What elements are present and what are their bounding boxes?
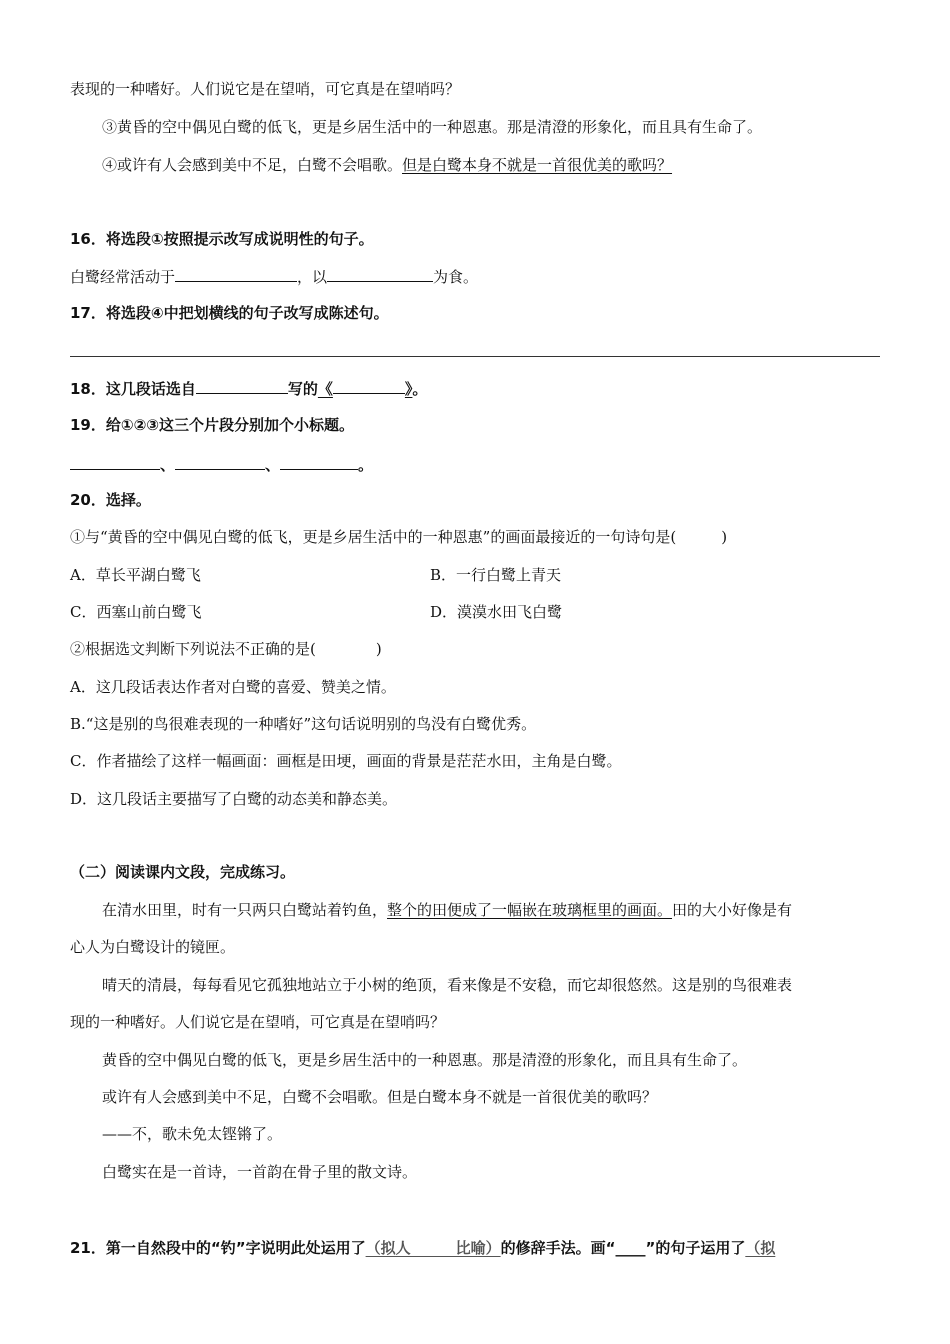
answer-blank[interactable]: [175, 266, 297, 282]
answer-blank[interactable]: [175, 454, 265, 470]
question-16-answer: 白鹭经常活动于 ，以 为食。: [70, 268, 479, 286]
option-a[interactable]: A．这几段话表达作者对白鹭的喜爱、赞美之情。: [70, 678, 396, 696]
answer-blank[interactable]: [333, 378, 405, 394]
answer-blank[interactable]: [280, 454, 358, 470]
passage-paragraph-4: 或许有人会感到美中不足，白鹭不会唱歌。但是白鹭本身不就是一首很优美的歌吗？: [102, 1088, 658, 1106]
option-b[interactable]: B．一行白鹭上青天: [430, 566, 562, 584]
option-d[interactable]: D．这几段话主要描写了白鹭的动态美和静态美。: [70, 790, 398, 808]
section-2-title: （二）阅读课内文段，完成练习。: [70, 863, 296, 881]
question-17-title: 17．将选段④中把划横线的句子改写成陈述句。: [70, 304, 389, 322]
passage-paragraph-4: ④或许有人会感到美中不足，白鹭不会唱歌。但是白鹭本身不就是一首很优美的歌吗？: [102, 156, 673, 174]
passage-paragraph-2: 晴天的清晨，每每看见它孤独地站立于小树的绝顶，看来像是不安稳，而它却很悠然。这是别的鸟很难表: [102, 976, 793, 994]
question-20-sub-2: ②根据选文判断下列说法不正确的是( ): [70, 640, 382, 658]
option-d[interactable]: D．漠漠水田飞白鹭: [430, 603, 563, 621]
underlined-sentence: 整个的田便成了一幅嵌在玻璃框里的画面。: [387, 901, 673, 919]
option-c[interactable]: C．作者描绘了这样一幅画面：画框是田埂，画面的背景是茫茫水田，主角是白鹭。: [70, 752, 622, 770]
passage-paragraph-3: 黄昏的空中偶见白鹭的低飞，更是乡居生活中的一种恩惠。那是清澄的形象化，而且具有生命了。: [102, 1051, 748, 1069]
answer-line[interactable]: [70, 356, 880, 357]
option-c[interactable]: C．西塞山前白鹭飞: [70, 603, 202, 621]
answer-blank[interactable]: [70, 454, 160, 470]
option-b[interactable]: B.“这是别的鸟很难表现的一种嗜好”这句话说明别的鸟没有白鹭优秀。: [70, 715, 537, 733]
passage-paragraph-1: 在清水田里，时有一只两只白鹭站着钓鱼，整个的田便成了一幅嵌在玻璃框里的画面。田的大小好像是有: [102, 901, 793, 919]
passage-paragraph-6: 白鹭实在是一首诗，一首韵在骨子里的散文诗。: [102, 1163, 418, 1181]
choice-underlined[interactable]: （拟人 比喻）: [365, 1239, 501, 1257]
question-19-answers: 、 、 。: [70, 454, 373, 475]
question-21: 21．第一自然段中的“钓”字说明此处运用了（拟人 比喻）的修辞手法。画“____”的句子运用了（拟: [70, 1239, 776, 1257]
passage-paragraph-3: ③黄昏的空中偶见白鹭的低飞，更是乡居生活中的一种恩惠。那是清澄的形象化，而且具有生命了。: [102, 118, 763, 136]
passage-line: 表现的一种嗜好。人们说它是在望哨，可它真是在望哨吗？: [70, 80, 461, 98]
option-a[interactable]: A．草长平湖白鹭飞: [70, 566, 201, 584]
passage-paragraph-5: ——不，歌未免太铿锵了。: [102, 1125, 283, 1143]
question-20-sub-1: ①与“黄昏的空中偶见白鹭的低飞，更是乡居生活中的一种恩惠”的画面最接近的一句诗句是( ): [70, 528, 728, 546]
question-16-title: 16．将选段①按照提示改写成说明性的句子。: [70, 230, 374, 248]
question-18: 18．这几段话选自 写的《 》。: [70, 380, 428, 398]
question-20-title: 20．选择。: [70, 491, 151, 509]
underlined-sentence: 但是白鹭本身不就是一首很优美的歌吗？: [402, 156, 673, 174]
passage-line: 现的一种嗜好。人们说它是在望哨，可它真是在望哨吗？: [70, 1013, 446, 1031]
answer-blank[interactable]: [196, 378, 288, 394]
passage-line: 心人为白鹭设计的镜匣。: [70, 938, 236, 956]
choice-underlined[interactable]: （拟: [745, 1239, 776, 1257]
question-19-title: 19．给①②③这三个片段分别加个小标题。: [70, 416, 354, 434]
answer-blank[interactable]: [327, 266, 433, 282]
